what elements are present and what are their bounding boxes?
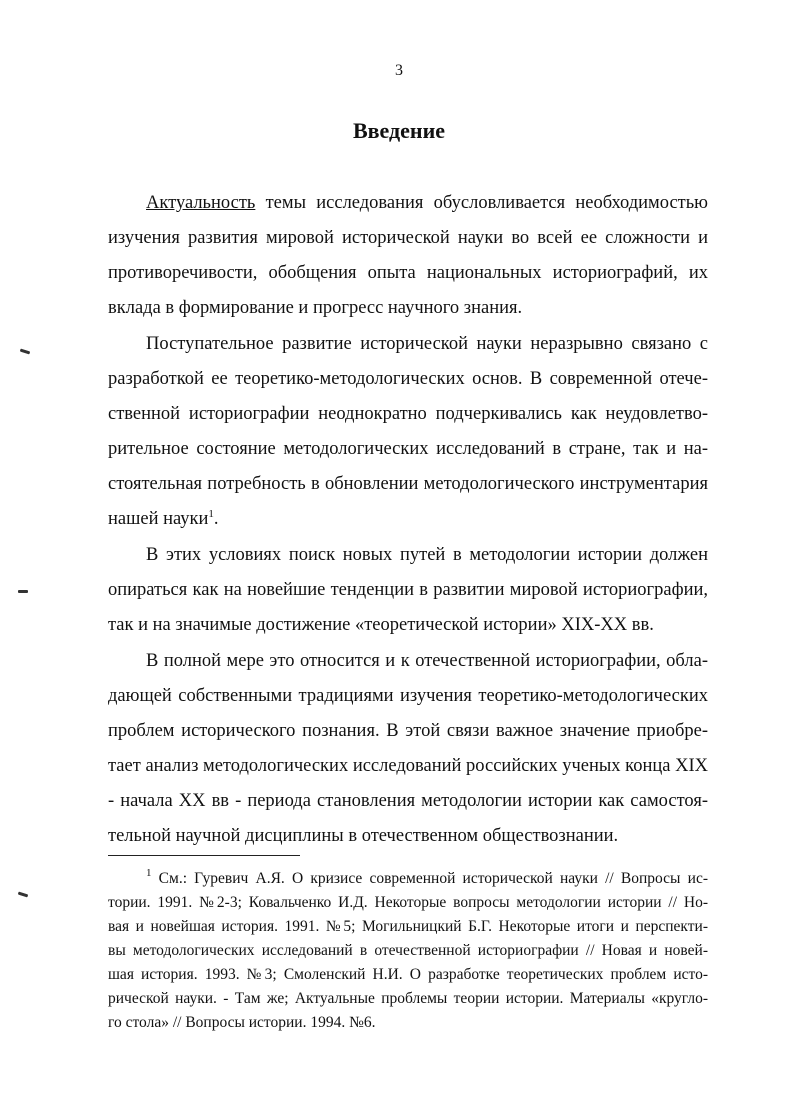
text-line: дающей собственными традициями изучения теоретико-методологических [108,686,708,706]
underlined-term: Актуальность [146,193,256,213]
footnote-separator [108,855,300,856]
text-line [108,507,708,531]
text-line: противоречивости, обобщения опыта национальных историографий, их [108,263,708,283]
scan-mark [18,590,28,593]
line-text: . [213,509,219,529]
footnote-marker: 1 [146,867,152,879]
text-line: так и на значимые достижение «теоретической истории» XIX-XX вв. [108,615,654,635]
page-number: 3 [395,62,403,79]
text-line: ственной историографии неоднократно подчеркивались как неудовлетво- [108,404,708,424]
text-line: опираться как на новейшие тенденции в развитии мировой историографии, [108,580,708,600]
scan-mark [20,349,30,355]
footnote-reference[interactable]: 1 [208,508,214,520]
text-line [146,191,708,215]
line-text: См.: Гуревич А.Я. О кризисе современной исторической науки // Вопросы ис- [151,870,708,887]
text-line: стоятельная потребность в обновлении методологического инструментария [108,474,708,494]
line-text: нашей науки [108,509,209,529]
scan-mark [18,892,28,898]
text-line: В полной мере это относится и к отечественной историографии, обла- [146,651,708,671]
footnote-line [146,869,708,889]
footnote-line: вы методологических исследований в отечественной историографии // Новая и новей- [108,942,708,959]
text-line: изучения развития мировой исторической науки во всей ее сложности и [108,228,708,248]
text-line: проблем исторического познания. В этой связи важное значение приобре- [108,721,708,741]
footnote-line: го стола» // Вопросы истории. 1994. №6. [108,1014,376,1031]
footnote-line: рической науки. - Там же; Актуальные проблемы теории истории. Материалы «кругло- [108,990,708,1007]
footnote-line: тории. 1991. №2-3; Ковальченко И.Д. Некоторые вопросы методологии истории // Но- [108,894,708,911]
text-line: рительное состояние методологических исследований в стране, так и на- [108,439,708,459]
text-line: тает анализ методологических исследований российских ученых конца XIX [108,756,708,776]
text-line: - начала XX вв - периода становления методологии истории как самостоя- [108,791,708,811]
text-line: В этих условиях поиск новых путей в методологии истории должен [146,545,708,565]
page-title: Введение [352,118,446,143]
text-line: разработкой ее теоретико-методологических основ. В современной отече- [108,369,708,389]
footnote-line: шая история. 1993. №3; Смоленский Н.И. О разработке теоретических проблем исто- [108,966,708,983]
line-text: темы исследования обусловливается необходимостью [255,193,708,213]
text-line: вклада в формирование и прогресс научного знания. [108,298,523,318]
text-line: тельной научной дисциплины в отечественном обществознании. [108,826,619,846]
text-line: Поступательное развитие исторической науки неразрывно связано с [146,334,708,354]
footnote-line: вая и новейшая история. 1991. №5; Могильницкий Б.Г. Некоторые итоги и перспекти- [108,918,708,935]
